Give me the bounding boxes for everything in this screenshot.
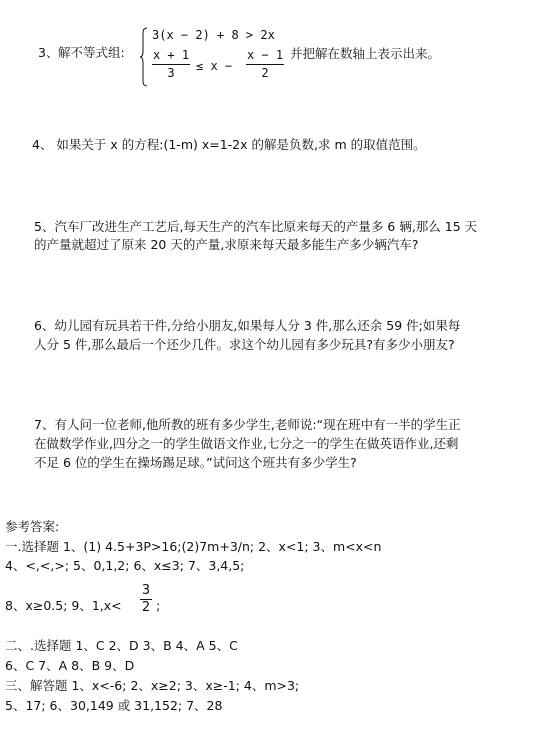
fraction-bar: [152, 64, 190, 65]
q5-line-1: 5、汽车厂改进生产工艺后,每天生产的汽车比原来每天的产量多 6 辆,那么 15 天: [34, 219, 478, 234]
q7-line-2: 在做数学作业,四分之一的学生做语文作业,七分之一的学生在做英语作业,还剩: [34, 436, 459, 451]
fraction-numerator: x − 1: [246, 48, 284, 62]
answers-line-7: 5、17; 6、30,149 或 31,152; 7、28: [5, 698, 223, 713]
left-brace-icon: [140, 27, 148, 87]
answers-line-6: 三、解答题 1、x<-6; 2、x≥2; 3、x≥-1; 4、m>3;: [5, 678, 300, 693]
answers-line-1: 一.选择题 1、(1) 4.5+3P>16;(2)7m+3/n; 2、x<1; 3、m<x<n: [5, 539, 382, 554]
q3-number: 3、: [38, 45, 59, 60]
answers-line-3-prefix: 8、x≥0.5; 9、1,x<: [5, 598, 122, 613]
fraction-bar: [246, 64, 284, 65]
fraction-denominator: 3: [167, 66, 175, 80]
answers-line-2: 4、<,<,>; 5、0,1,2; 6、x≤3; 7、3,4,5;: [5, 558, 245, 573]
q3-prompt: 解不等式组:: [58, 45, 125, 60]
q7-line-1: 7、有人问一位老师,他所教的班有多少学生,老师说:“现在班中有一半的学生正: [34, 417, 461, 432]
answers-line-3-suffix: ;: [156, 598, 161, 613]
answers-heading: 参考答案:: [5, 519, 60, 534]
fraction-denominator: 2: [261, 66, 269, 80]
q3-middle: ≤ x −: [196, 59, 233, 73]
q3-fraction-left: [152, 48, 190, 81]
fraction-denominator: 2: [141, 600, 151, 615]
q3-fraction-right: [246, 48, 284, 81]
fraction-numerator: 3: [141, 583, 151, 598]
fraction-numerator: x + 1: [152, 48, 190, 62]
q3-inequality-1: 3(x − 2) + 8 > 2x: [152, 28, 275, 42]
q4-text: 4、 如果关于 x 的方程:(1-m) x=1-2x 的解是负数,求 m 的取值范围。: [32, 137, 426, 152]
q7-line-3: 不足 6 位的学生在操场踢足球。”试问这个班共有多少学生?: [34, 455, 357, 470]
q6-line-1: 6、幼儿园有玩具若干件,分给小朋友,如果每人分 3 件,那么还余 59 件;如果每: [34, 318, 461, 333]
q6-line-2: 人分 5 件,那么最后一个还少几件。求这个幼儿园有多少玩具?有多少小朋友?: [34, 337, 455, 352]
answers-fraction: [140, 583, 152, 616]
answers-line-5: 6、C 7、A 8、B 9、D: [5, 658, 135, 673]
answers-line-4: 二、.选择题 1、C 2、D 3、B 4、A 5、C: [5, 638, 238, 653]
q5-line-2: 的产量就超过了原来 20 天的产量,求原来每天最多能生产多少辆汽车?: [34, 237, 419, 252]
q3-suffix: 并把解在数轴上表示出来。: [290, 46, 441, 61]
